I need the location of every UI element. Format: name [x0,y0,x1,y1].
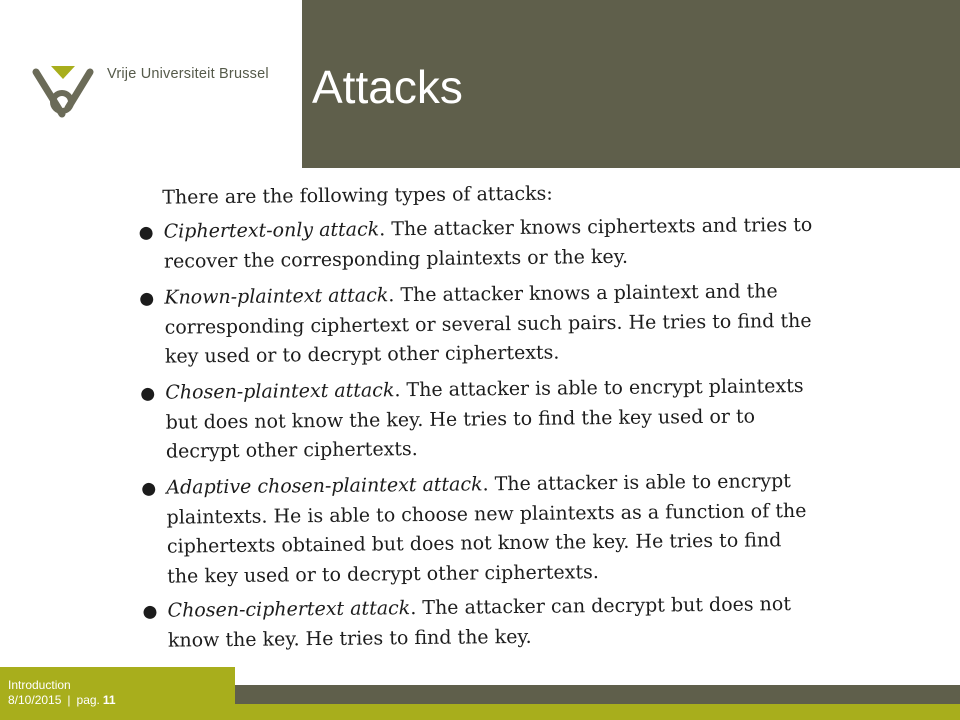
list-item [133,467,824,592]
footer-date: 8/10/2015 [8,693,62,707]
attack-term: Adaptive chosen-plaintext attack [166,473,483,499]
scanned-text-block [130,165,835,667]
list-item-body [166,467,817,592]
attack-term: Chosen-plaintext attack [165,379,395,404]
list-item-body [163,211,814,277]
list-item [131,277,822,373]
footer-page-label: pag. [76,693,100,707]
footer-text [8,678,116,708]
intro-text: There are the following types of attacks: [162,182,553,209]
list-item-body [165,372,816,467]
footer-box [0,667,235,720]
list-item-body [167,590,818,656]
bullet-icon: ● [141,478,157,499]
attack-description: . The attacker can decrypt but does not know the key. He tries to find the key. [167,593,792,652]
bullet-icon: ● [142,601,158,622]
footer-page-number: 11 [102,693,116,707]
bullet-icon: ● [138,222,154,243]
footer-separator: | [67,693,71,707]
list-item [132,372,823,468]
list-item-body [164,277,815,372]
vub-logo-icon [32,64,94,118]
list-item [130,211,821,277]
page-title: Attacks [312,61,463,113]
attack-description: . The attacker is able to encrypt plaintexts. He is able to choose new plaintexts as a function of the ciphertexts obtained but does not know the key. He tries to find the key used or to decrypt other ciphertexts. [166,470,807,588]
attack-description: . The attacker knows ciphertexts and tries to recover the corresponding plaintexts or the key. [163,213,813,273]
attack-term: Known-plaintext attack [164,284,389,309]
logo-area [0,0,302,168]
footer-bar-light [234,704,960,720]
attack-term: Chosen-ciphertext attack [167,597,411,622]
logo-text: Vrije Universiteit Brussel [107,66,269,82]
footer-section: Introduction [8,678,71,692]
attack-term: Ciphertext-only attack [163,218,380,243]
footer-bar-dark [234,685,960,704]
attack-description: . The attacker knows a plaintext and the corresponding ciphertext or several such pairs. He tries to find the key used or to decrypt other ciphertexts. [164,280,812,368]
list-item [134,590,825,656]
bullet-icon: ● [140,383,156,404]
title-band [302,0,960,168]
bullet-icon: ● [139,288,155,309]
footer-meta [8,693,116,708]
attack-description: . The attacker is able to encrypt plaintexts but does not know the key. He tries to find the key used or to decrypt other ciphertexts. [165,374,804,463]
